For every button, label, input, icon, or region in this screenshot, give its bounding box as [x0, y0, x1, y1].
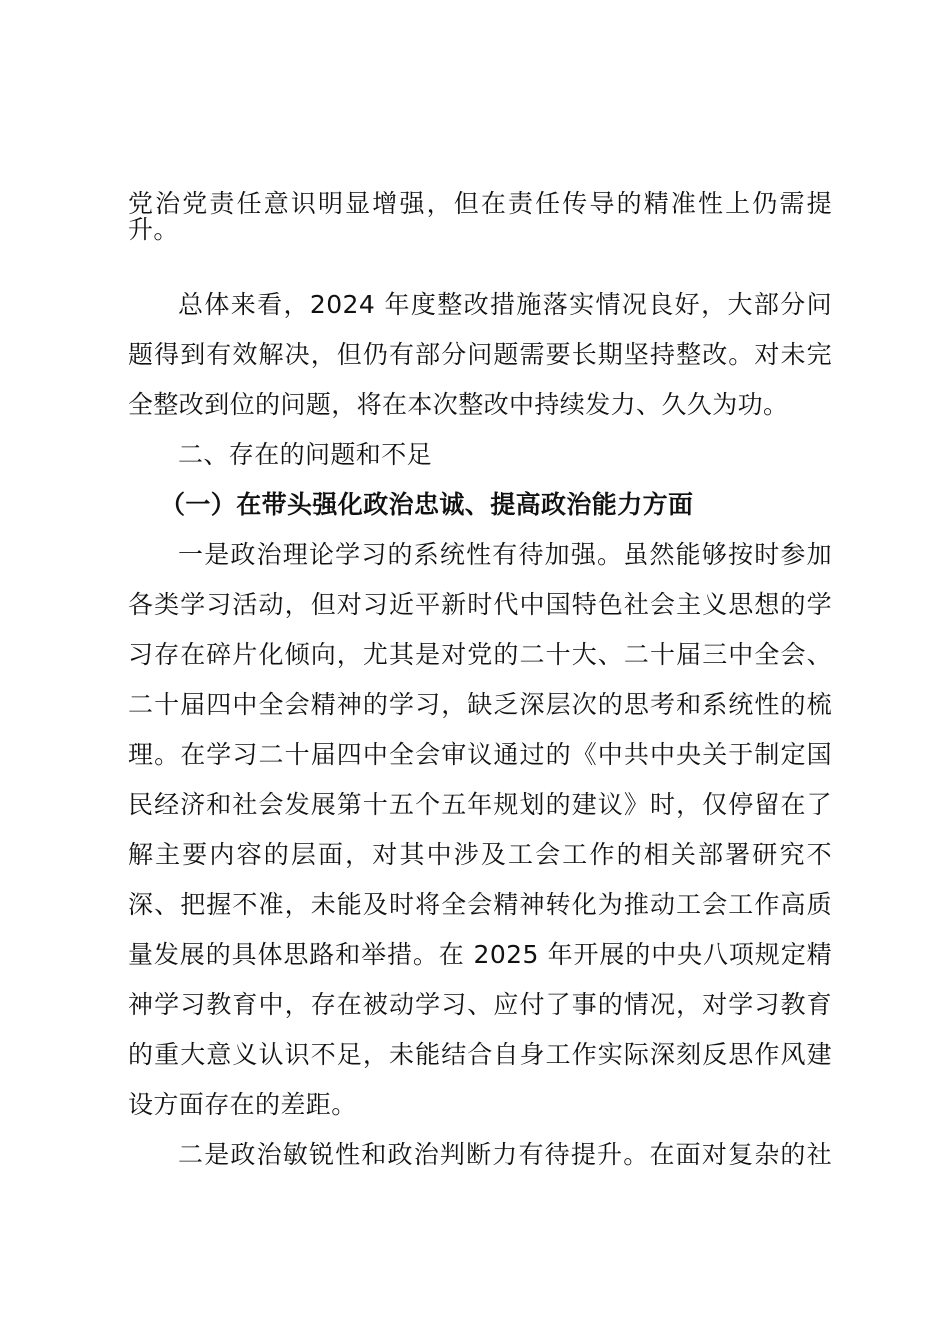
- body-text-line: 党治党责任意识明显增强，但在责任传导的精准性上仍需提: [128, 189, 832, 218]
- body-text-line: 解主要内容的层面，对其中涉及工会工作的相关部署研究不: [128, 840, 832, 869]
- body-text-line: 总体来看，2024 年度整改措施落实情况良好，大部分问: [178, 290, 832, 319]
- body-text-line: 量发展的具体思路和举措。在 2025 年开展的中央八项规定精: [128, 940, 832, 969]
- body-text-line: 题得到有效解决，但仍有部分问题需要长期坚持整改。对未完: [128, 340, 832, 369]
- body-text-line: 全整改到位的问题，将在本次整改中持续发力、久久为功。: [128, 390, 789, 419]
- section-heading: 二、存在的问题和不足: [178, 440, 433, 469]
- body-text-line: 各类学习活动，但对习近平新时代中国特色社会主义思想的学: [128, 590, 832, 619]
- body-text-line: 的重大意义认识不足，未能结合自身工作实际深刻反思作风建: [128, 1040, 832, 1069]
- body-text-line: 理。在学习二十届四中全会审议通过的《中共中央关于制定国: [128, 740, 832, 769]
- body-text-line: 习存在碎片化倾向，尤其是对党的二十大、二十届三中全会、: [128, 640, 832, 669]
- body-text-line: 民经济和社会发展第十五个五年规划的建议》时，仅停留在了: [128, 790, 832, 819]
- body-text-line: 深、把握不准，未能及时将全会精神转化为推动工会工作高质: [128, 890, 832, 919]
- body-text-line: 二十届四中全会精神的学习，缺乏深层次的思考和系统性的梳: [128, 690, 832, 719]
- body-text-line: 二是政治敏锐性和政治判断力有待提升。在面对复杂的社: [178, 1140, 832, 1169]
- body-text-line: 神学习教育中，存在被动学习、应付了事的情况，对学习教育: [128, 990, 832, 1019]
- body-text-line: 设方面存在的差距。: [128, 1090, 357, 1119]
- subsection-heading: （一）在带头强化政治忠诚、提高政治能力方面: [160, 490, 694, 519]
- body-text-line: 升。: [128, 215, 179, 244]
- body-text-line: 一是政治理论学习的系统性有待加强。虽然能够按时参加: [178, 540, 832, 569]
